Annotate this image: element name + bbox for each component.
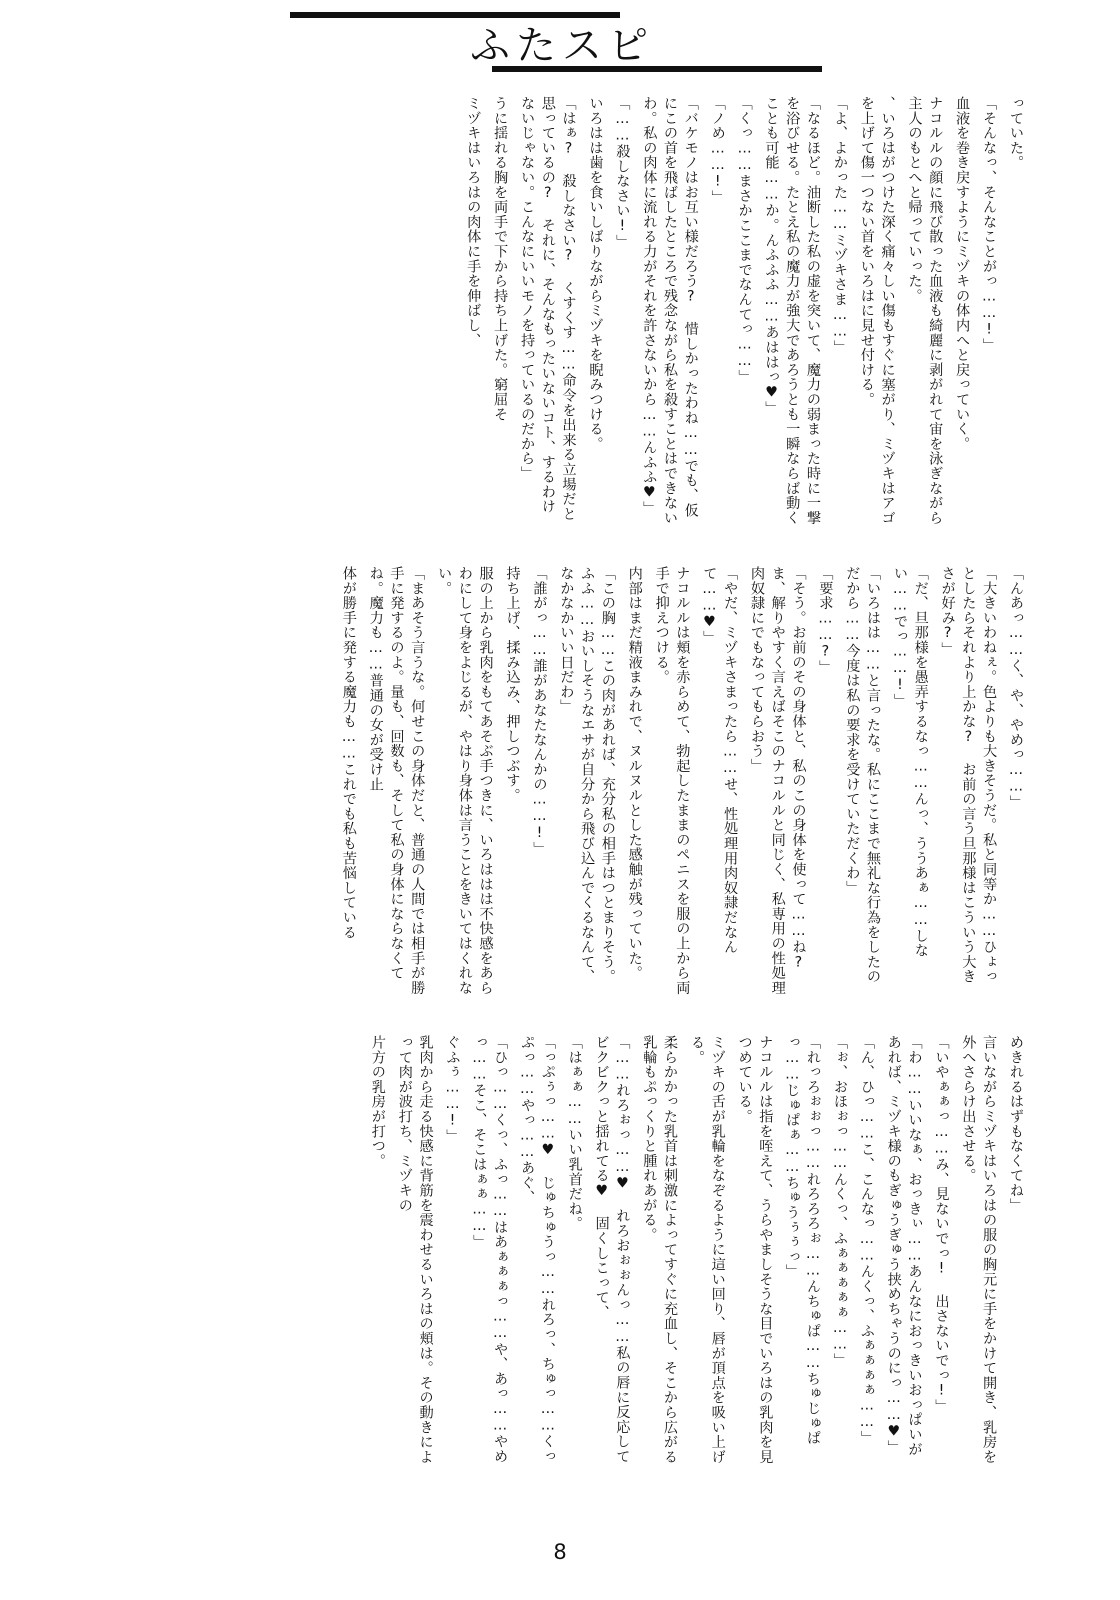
text-column: 「……殺しなさい!」 <box>614 96 631 250</box>
text-column: 片方の乳房が打つ。 <box>369 1035 386 1169</box>
text-band-2 <box>96 566 1026 996</box>
text-column: 「いろはは……と言ったな。私にここまで無礼な行為をしたのだから……今度は私の要求を受けていただくわ」 <box>844 566 882 984</box>
text-column: 「ん、ひっ……こ、こんなっ……んくっ、ふぁぁぁぁ……」 <box>858 1035 875 1446</box>
text-column: 「そう。お前のその身体と、私のこの身体を使って……ね? ま、解りやすく言えばそこのナコルルと同じく、私専用の性処理肉奴隷にでもなってもらおう」 <box>748 566 807 996</box>
text-column: 「やだ、ミヅキさまったら……せ、性処理用肉奴隷だなんて……♥」 <box>701 566 739 955</box>
text-column: 「なるほど。油断した私の虚を突いて、魔力の弱まった時に一撃を浴びせる。たとえ私の魔力が強大であろうとも一瞬ならば動くことも可能……か。んふふふ……あははっ♥」 <box>763 96 821 526</box>
text-column: 「ぉ、おほぉっ……んくっ、ふぁぁぁぁぁ……」 <box>831 1035 848 1368</box>
text-column: 「はぁぁ……いい乳首だね。 <box>566 1035 583 1231</box>
text-column: 「っぷぅっ……♥ じゅちゅうっ……れろっ、ちゅっ……くっぷっ……やっ……あぐ、 <box>519 1035 556 1464</box>
text-column: 柔らかかった乳首は刺激によってすぐに充血し、そこから広がる乳輪もぷっくりと腫れあがる。 <box>641 1035 679 1465</box>
text-column: 内部はまだ精液まみれで、ヌルヌルとした感触が残っていた。 <box>626 566 643 981</box>
text-column: 「大きいわねぇ。色よりも大きそうだ。私と同等か……ひょっとしたらそれより上かな? お前の言う旦那様はこういう大きさが好み?」 <box>939 566 998 984</box>
text-column: ミヅキの舌が乳輪をなぞるように這い回り、唇が頂点を吸い上げる。 <box>688 1035 726 1465</box>
text-column: 「くっ……まさかここまでなんてっ……」 <box>736 96 753 385</box>
text-column: 「まあそう言うな。何せこの身体だと、普通の人間では相手が勝手に発するのよ。量も、回数も、そして私の身体にならなくてね。魔力も……普通の女が受け止 <box>367 566 426 996</box>
page-header <box>0 0 1120 86</box>
text-band-1 <box>96 96 1026 526</box>
text-column: 「バケモノはお互い様だろう? 惜しかったわね……でも、仮にこの首を飛ばしたところで残念ながら私を殺すことはできないわ。私の肉体に流れる力がそれを許さないから……んふふ♥」 <box>641 96 699 526</box>
text-column: ナコルルは頬を赤らめて、勃起したままのペニスを服の上から両手で抑えつける。 <box>653 566 691 996</box>
text-column: 「……れろぉっ……♥ れろおぉぉんっ……私の唇に反応してビクビクっと揺れてる♥ 固くしこって、 <box>593 1035 631 1464</box>
page-title: ふたスピ <box>470 23 654 69</box>
text-column: 言いながらミヅキはいろはの服の胸元に手をかけて開き、乳房を外へさらけ出させる。 <box>960 1035 998 1465</box>
text-column: っていた。 <box>1008 96 1024 170</box>
text-column: 「要求……?」 <box>817 566 834 675</box>
text-column: 「ひっ……くっ、ふっ……はあぁぁぁっ……や、あっ……やめっ……そこ、そこはぁぁ……」 <box>471 1035 509 1464</box>
text-column: 「この胸……この肉があれば、充分私の相手はつとまりそう。ふふ……おいしそうなエサが自分から飛び込んでくるなんて、なかなかいい日だわ」 <box>558 566 616 984</box>
text-column: 体が勝手に発する魔力も……これでも私も苦悩している <box>340 566 357 940</box>
text-column: ぐふぅ……!」 <box>444 1035 461 1144</box>
text-column: 「誰がっ……誰があなたなんかの……!」 <box>531 566 548 857</box>
text-band-3 <box>96 1035 1026 1465</box>
text-column: 「はぁ? 殺しなさい? くすくす……命令を出来る立場だと思っているの? それに、そんなもったいないコト、するわけないじゃない。こんなにいいモノを持っているのだから」 <box>519 96 577 522</box>
page-number: 8 <box>553 1540 567 1564</box>
text-column: 乳肉から走る快感に背筋を震わせるいろはの頬は。その動きによって肉が波打ち、ミヅキの <box>396 1035 434 1465</box>
text-column: 持ち上げ、揉み込み、押しつぶす。 <box>504 566 521 803</box>
text-column: 、いろはがつけた深く痛々しい傷もすぐに塞がり、ミヅキはアゴを上げて傷一つない首をいろはに見せ付ける。 <box>858 96 896 526</box>
text-column: ナコルルは指を咥えて、うらやましそうな目でいろはの乳肉を見つめている。 <box>736 1035 774 1465</box>
text-column: 血液を巻き戻すようにミヅキの体内へと戻っていく。 <box>954 96 971 452</box>
text-column: 「わ……いいなぁ、おっきぃ……あんなにおっきいおっぱいがあれば、ミヅキ様のもぎゅうぎゅう挟めちゃうのにっ……♥」 <box>885 1035 923 1457</box>
text-column: 「いやぁぁっ……み、見ないでっ! 出さないでっ!」 <box>933 1035 950 1414</box>
text-column: 「だ、旦那様を愚弄するなっ……んっ、ううあぁ……しない……でっ……!」 <box>891 566 929 958</box>
text-column: 「そんなっ、そんなことがっ……!」 <box>981 96 998 353</box>
text-column: 「れっろぉぉっ……れろろろぉ……んちゅぱ……ちゅじゅぱっ……じゅぱぁ……ちゅうぅぅっ」 <box>784 1035 821 1446</box>
text-column: 服の上から乳肉をもてあそぶ手つきに、いろははは不快感をあらわにして身をよじるが、やはり身体は言うことをきいてはくれない。 <box>436 566 494 996</box>
text-column: ナコルルの顔に飛び散った血液も綺麗に剥がれて宙を泳ぎながら主人のもとへと帰っていった。 <box>906 96 944 526</box>
text-column: 「んあっ……く、や、やめっ……」 <box>1008 566 1024 810</box>
text-column: 「ノめ……!」 <box>709 96 726 205</box>
text-column: いろはは歯を食いしばりながらミヅキを睨みつける。 <box>587 96 604 452</box>
text-column: めきれるはずもなくてね」 <box>1008 1035 1024 1213</box>
text-column: 「よ、よかった……ミヅキさま……」 <box>831 96 848 355</box>
text-column: うに揺れる胸を両手で下から持ち上げた。窮屈そ <box>492 96 509 422</box>
text-column: ミヅキはいろはの肉体に手を伸ばし、 <box>465 96 482 348</box>
